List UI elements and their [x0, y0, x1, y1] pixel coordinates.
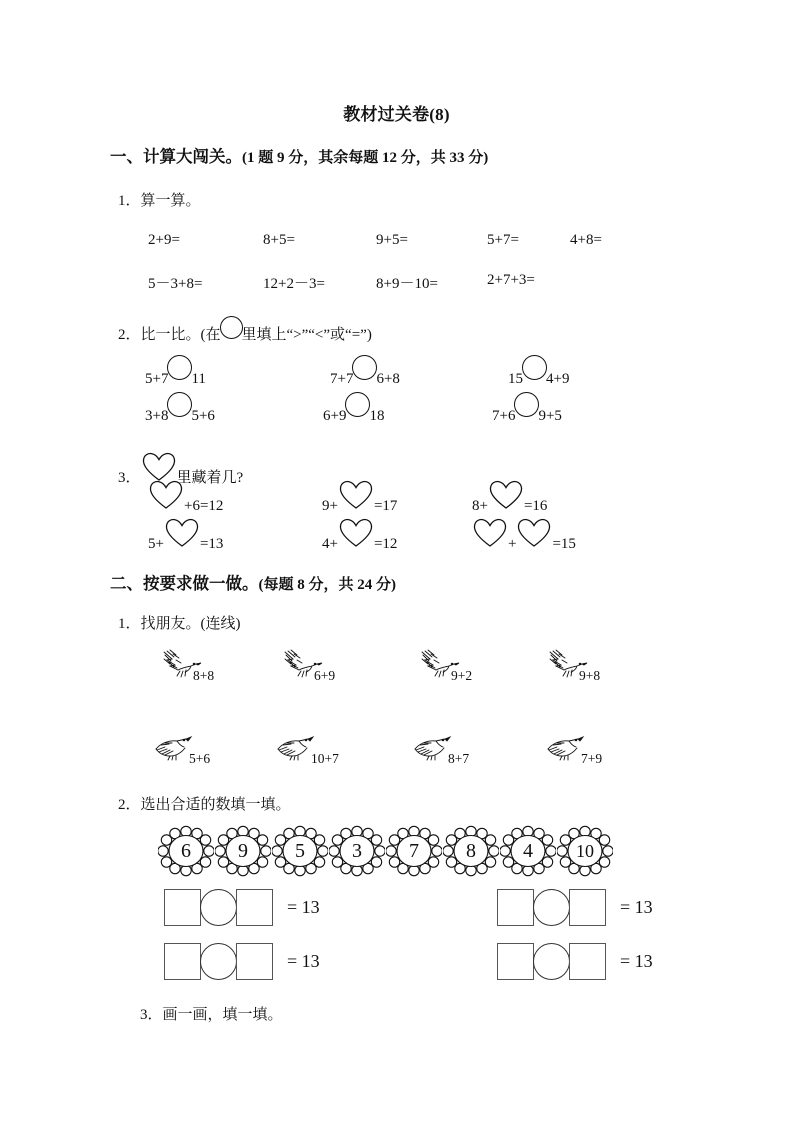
flower-badge-6[interactable] — [443, 825, 499, 877]
flower-badge-4[interactable] — [329, 825, 385, 877]
flower-number: 4 — [523, 839, 533, 862]
question-1-2-label — [118, 320, 372, 344]
section-2-heading — [110, 570, 396, 594]
compare-right: 6+8 — [376, 371, 400, 387]
match-expr: 10+7 — [311, 751, 339, 766]
heart-eq-r1-c1 — [148, 486, 223, 516]
question-1-2-label-a: 2．比一比。(在 — [118, 327, 221, 343]
match-item-r2-c2[interactable] — [275, 735, 339, 769]
compare-row2-item2 — [323, 397, 384, 425]
flower-badge-3[interactable] — [272, 825, 328, 877]
heart-eq-r1-c2 — [322, 486, 397, 516]
compare-right: 11 — [191, 371, 206, 387]
match-item-r2-c3[interactable] — [412, 735, 470, 769]
compare-row1-item1 — [145, 360, 206, 388]
operator-circle[interactable] — [200, 943, 237, 980]
heart-eq-text: =13 — [199, 536, 224, 552]
flower-badge-5[interactable] — [386, 825, 442, 877]
answer-box-right[interactable] — [569, 943, 606, 980]
compare-row1-item2 — [330, 360, 400, 388]
flower-number: 10 — [576, 840, 594, 861]
compare-circle[interactable] — [352, 355, 377, 380]
heart-eq-r2-c3 — [472, 524, 576, 554]
comparison-circle-icon — [220, 316, 243, 339]
question-1-1-label: 1．算一算。 — [118, 193, 201, 209]
section-1-heading-text: 一、计算大闯关。 — [110, 147, 242, 166]
expr-1-1-r2-c1: 5－3+8= — [148, 276, 203, 292]
heart-eq-prefix: 4+ — [322, 536, 338, 552]
heart-eq-plus: + — [508, 536, 517, 552]
heart-eq-r2-c2 — [322, 524, 397, 554]
match-expr: 5+6 — [189, 751, 211, 766]
section-1-points: (1 题 9 分，其余每题 12 分，共 33 分) — [242, 150, 489, 166]
question-1-2-label-b: 里填上“>”“<”或“=”) — [241, 327, 372, 343]
flower-number: 6 — [181, 839, 191, 862]
compare-left: 7+7 — [330, 371, 354, 387]
question-2-3-label: 3．画一画，填一填。 — [140, 1007, 283, 1023]
flower-number: 5 — [295, 839, 305, 862]
answer-box-right[interactable] — [236, 889, 273, 926]
expr-1-1-r2-c2: 12+2－3= — [263, 276, 325, 292]
heart-eq-text: =12 — [373, 536, 398, 552]
operator-circle[interactable] — [200, 889, 237, 926]
match-item-r1-c4[interactable] — [546, 648, 601, 683]
heart-icon — [142, 452, 176, 482]
match-expr: 9+2 — [451, 668, 473, 683]
heart-icon[interactable] — [165, 518, 199, 548]
heart-eq-prefix: 8+ — [472, 498, 488, 514]
equation-result: = 13 — [620, 897, 653, 917]
page-title: 教材过关卷(8) — [343, 105, 450, 124]
flower-number: 7 — [409, 839, 419, 862]
match-expr: 9+8 — [579, 668, 601, 683]
compare-right: 18 — [369, 408, 385, 424]
heart-eq-text: +6=12 — [184, 498, 224, 514]
compare-circle[interactable] — [167, 392, 192, 417]
flower-badge-8[interactable] — [557, 825, 613, 877]
heart-icon[interactable] — [473, 518, 507, 548]
answer-box-left[interactable] — [164, 943, 201, 980]
fill-equation-4 — [497, 943, 653, 980]
question-1-3-suffix: 里藏着几? — [176, 470, 244, 486]
expr-1-1-r1-c3: 9+5= — [376, 232, 408, 248]
flower-number: 8 — [466, 839, 476, 862]
heart-eq-prefix: 5+ — [148, 536, 164, 552]
flower-badge-2[interactable] — [215, 825, 271, 877]
flower-badge-1[interactable] — [158, 825, 214, 877]
compare-circle[interactable] — [167, 355, 192, 380]
expr-1-1-r1-c2: 8+5= — [263, 232, 295, 248]
heart-eq-prefix: 9+ — [322, 498, 338, 514]
answer-box-left[interactable] — [497, 943, 534, 980]
compare-row2-item1 — [145, 397, 215, 425]
expr-1-1-r2-c3: 8+9－10= — [376, 276, 438, 292]
section-2-heading-text: 二、按要求做一做。 — [110, 574, 259, 593]
question-1-3-prefix: 3． — [118, 470, 141, 486]
equation-result: = 13 — [287, 897, 320, 917]
compare-left: 3+8 — [145, 408, 169, 424]
heart-icon[interactable] — [489, 480, 523, 510]
compare-right: 9+5 — [538, 408, 562, 424]
fill-equation-2 — [164, 943, 320, 980]
fill-equation-3 — [497, 889, 653, 926]
compare-circle[interactable] — [514, 392, 539, 417]
heart-icon[interactable] — [149, 480, 183, 510]
answer-box-left[interactable] — [164, 889, 201, 926]
compare-row1-item3 — [508, 360, 569, 388]
fill-equation-1 — [164, 889, 320, 926]
heart-eq-text: =17 — [373, 498, 398, 514]
question-2-2-label: 2．选出合适的数填一填。 — [118, 797, 291, 813]
flower-number: 3 — [352, 839, 362, 862]
expr-1-1-r2-c4: 2+7+3= — [487, 272, 535, 288]
flower-badge-7[interactable] — [500, 825, 556, 877]
heart-icon[interactable] — [339, 480, 373, 510]
compare-right: 4+9 — [546, 371, 570, 387]
match-item-r2-c1[interactable] — [153, 735, 211, 769]
expr-1-1-r1-c1: 2+9= — [148, 232, 180, 248]
answer-box-left[interactable] — [497, 889, 534, 926]
heart-eq-r1-c3 — [472, 486, 547, 516]
flower-number: 9 — [238, 839, 248, 862]
match-item-r2-c4[interactable] — [545, 735, 603, 769]
heart-eq-r2-c1 — [148, 524, 223, 554]
heart-icon[interactable] — [339, 518, 373, 548]
match-item-r1-c1[interactable] — [160, 648, 215, 683]
operator-circle[interactable] — [533, 889, 570, 926]
compare-circle[interactable] — [522, 355, 547, 380]
answer-box-right[interactable] — [569, 889, 606, 926]
heart-eq-text: =15 — [552, 536, 576, 552]
compare-left: 6+9 — [323, 408, 347, 424]
answer-box-right[interactable] — [236, 943, 273, 980]
operator-circle[interactable] — [533, 943, 570, 980]
match-item-r1-c3[interactable] — [418, 648, 473, 683]
heart-icon[interactable] — [517, 518, 551, 548]
match-expr: 6+9 — [314, 668, 336, 683]
match-expr: 8+7 — [448, 751, 470, 766]
equation-result: = 13 — [620, 951, 653, 971]
heart-eq-text: =16 — [523, 498, 548, 514]
compare-left: 7+6 — [492, 408, 516, 424]
compare-left: 5+7 — [145, 371, 169, 387]
expr-1-1-r1-c4: 5+7= — [487, 232, 519, 248]
match-item-r1-c2[interactable] — [281, 648, 336, 683]
section-1-heading — [110, 143, 488, 167]
question-2-1-label: 1．找朋友。(连线) — [118, 616, 241, 632]
compare-circle[interactable] — [345, 392, 370, 417]
equation-result: = 13 — [287, 951, 320, 971]
compare-right: 5+6 — [191, 408, 215, 424]
match-expr: 7+9 — [581, 751, 603, 766]
match-expr: 8+8 — [193, 668, 215, 683]
compare-left: 15 — [508, 371, 523, 387]
expr-1-1-r1-c5: 4+8= — [570, 232, 602, 248]
section-2-points: (每题 8 分，共 24 分) — [258, 577, 396, 593]
compare-row2-item3 — [492, 397, 562, 425]
